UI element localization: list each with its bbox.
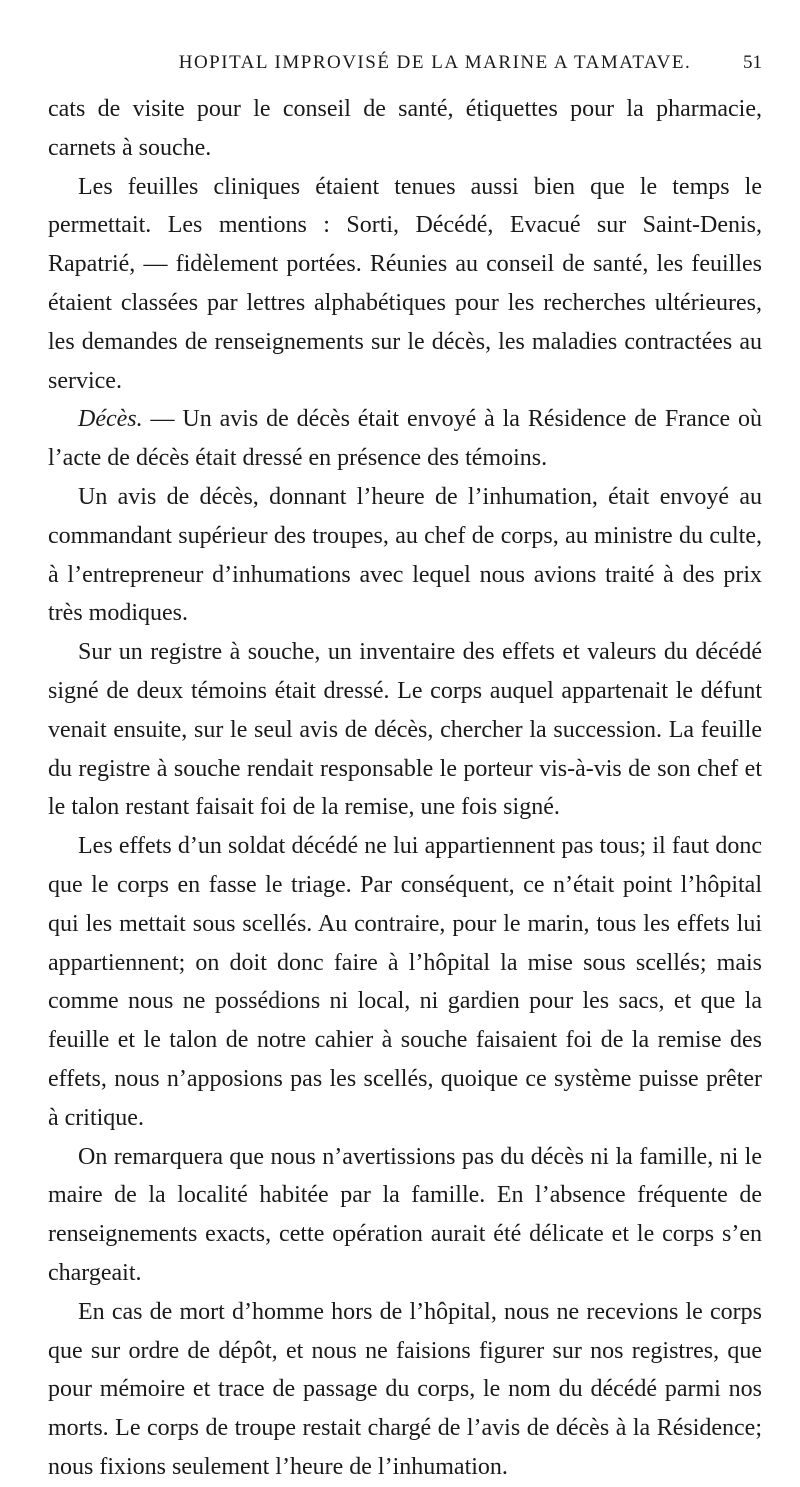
paragraph-text: — Un avis de décès était envoyé à la Résidence de France où l’acte de décès était dressé en présence des témoins.: [48, 406, 762, 472]
paragraph-text: En cas de mort d’homme hors de l’hôpital, nous ne recevions le corps que sur ordre de dépôt, et nous ne faisions figurer sur nos registres, que pour mémoire et trace de passage du corps, le nom du décédé parmi nos morts. Le corps de troupe restait chargé de l’avis de décès à la Résidence; nous fixions seulement l’heure de l’inhumation.: [48, 1298, 762, 1480]
running-title: HOPITAL IMPROVISÉ DE LA MARINE A TAMATAVE.: [178, 52, 692, 73]
paragraph: [48, 827, 762, 1137]
body-text: [48, 90, 762, 1487]
page-number: 51: [743, 52, 762, 73]
paragraph: [48, 1138, 762, 1293]
paragraph: [48, 1293, 762, 1487]
running-head: [48, 52, 762, 82]
paragraph-text: Sur un registre à souche, un inventaire des effets et valeurs du décédé signé de deux témoins était dressé. Le corps auquel appartenait le défunt venait ensuite, sur le seul avis de décès, chercher la succession. La feuille du registre à souche rendait responsable le porteur vis-à-vis de son chef et le talon restant faisait foi de la remise, une fois signé.: [48, 639, 762, 821]
paragraph-text: Les effets d’un soldat décédé ne lui appartiennent pas tous; il faut donc que le corps en fasse le triage. Par conséquent, ce n’était point l’hôpital qui les mettait sous scellés. Au contraire, pour le marin, tous les effets lui appartiennent; on doit donc faire à l’hôpital la mise sous scellés; mais comme nous ne possédions ni local, ni gardien pour les sacs, et que la feuille et le talon de notre cahier à souche faisaient foi de la remise des effets, nous n’apposions pas les scellés, quoique ce système puisse prêter à critique.: [48, 833, 762, 1131]
paragraph-deces: [48, 400, 762, 478]
paragraph-text: cats de visite pour le conseil de santé, étiquettes pour la pharmacie, carnets à souche.: [48, 96, 762, 161]
paragraph: [48, 168, 762, 401]
paragraph-text: Les feuilles cliniques étaient tenues aussi bien que le temps le permettait. Les mentions : Sorti, Décédé, Evacué sur Saint-Denis, Rapatrié, — fidèlement portées. Réunies au conseil de santé, les feuilles étaient classées par lettres alphabétiques pour les recherches ultérieures, les demandes de renseignements sur le décès, les maladies contractées au service.: [48, 173, 762, 394]
paragraph-continued: [48, 90, 762, 168]
book-page: [48, 52, 762, 1487]
paragraph-text: On remarquera que nous n’avertissions pas du décès ni la famille, ni le maire de la localité habitée par la famille. En l’absence fréquente de renseignements exacts, cette opération aurait été délicate et le corps s’en chargeait.: [48, 1143, 762, 1286]
paragraph-text: Un avis de décès, donnant l’heure de l’inhumation, était envoyé au commandant supérieur des troupes, au chef de corps, au ministre du culte, à l’entrepreneur d’inhumations avec lequel nous avions traité à des prix très modiques.: [48, 483, 762, 627]
paragraph: [48, 478, 762, 633]
paragraph: [48, 633, 762, 827]
section-rubric: Décès.: [78, 406, 143, 433]
